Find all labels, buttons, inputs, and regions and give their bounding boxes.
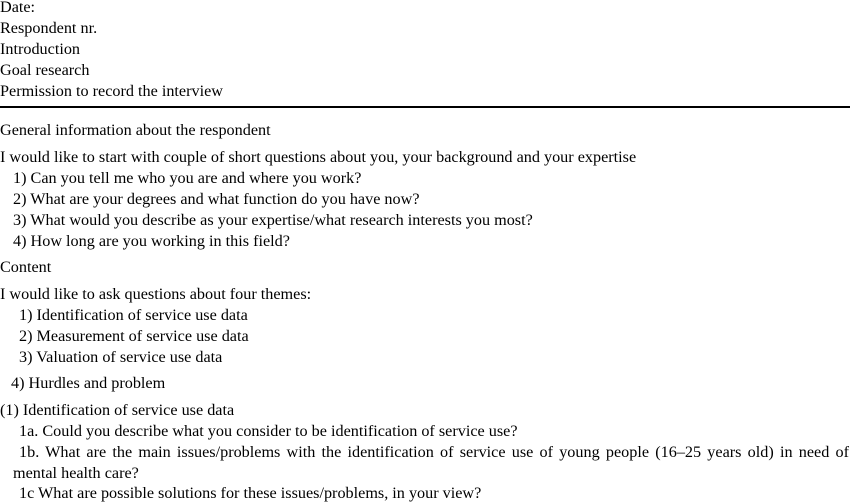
theme-4: 4) Hurdles and problem bbox=[11, 374, 166, 392]
content-heading: Content bbox=[0, 258, 52, 276]
identification-question-1c: 1c What are possible solutions for these issues/problems, in your view? bbox=[19, 484, 482, 502]
content-intro: I would like to ask questions about four themes: bbox=[0, 285, 312, 303]
date-label: Date: bbox=[0, 0, 36, 16]
general-question-2: 2) What are your degrees and what function do you have now? bbox=[13, 190, 420, 208]
permission-label: Permission to record the interview bbox=[0, 82, 223, 100]
general-question-4: 4) How long are you working in this field? bbox=[13, 232, 290, 250]
general-info-intro: I would like to start with couple of short questions about you, your background and your expertise bbox=[0, 148, 637, 166]
respondent-number-label: Respondent nr. bbox=[0, 19, 98, 37]
section-divider bbox=[0, 106, 850, 108]
identification-question-1b: 1b. What are the main issues/problems with the identification of service use of young people (16–25 years old) in need of mental health care? bbox=[13, 443, 849, 482]
theme-1: 1) Identification of service use data bbox=[19, 306, 248, 324]
identification-heading: (1) Identification of service use data bbox=[0, 401, 235, 419]
general-question-1: 1) Can you tell me who you are and where you work? bbox=[13, 169, 362, 187]
introduction-label: Introduction bbox=[0, 40, 81, 58]
goal-research-label: Goal research bbox=[0, 61, 90, 79]
identification-question-1a: 1a. Could you describe what you consider to be identification of service use? bbox=[19, 422, 518, 440]
theme-3: 3) Valuation of service use data bbox=[19, 348, 223, 366]
theme-2: 2) Measurement of service use data bbox=[19, 327, 249, 345]
general-question-3: 3) What would you describe as your expertise/what research interests you most? bbox=[13, 211, 533, 229]
general-info-heading: General information about the respondent bbox=[0, 121, 271, 139]
